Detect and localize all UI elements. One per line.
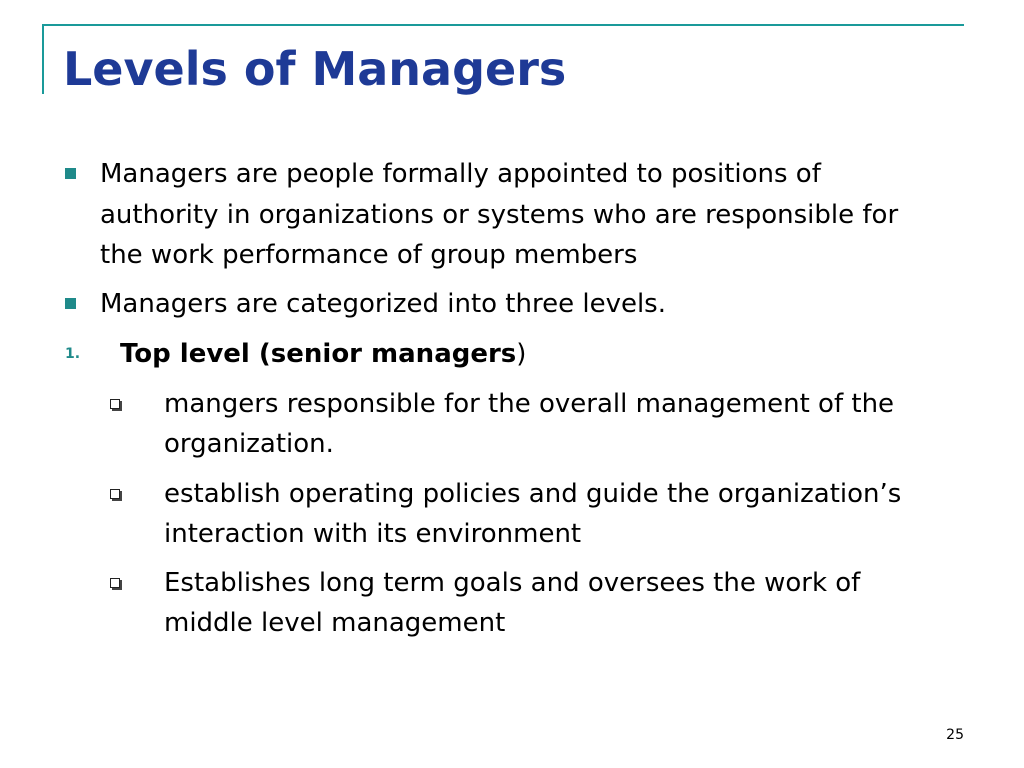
slide-frame-top-rule: [42, 24, 964, 26]
slide-title: Levels of Managers: [63, 42, 567, 96]
numbered-item-1-label: Top level (senior managers: [120, 339, 517, 369]
bullet-1-line-1: Managers are people formally appointed to positions of: [100, 159, 821, 189]
sub-bullet-3-line-2: middle level management: [164, 608, 506, 638]
sub-bullet-1-line-1: mangers responsible for the overall management of the: [164, 389, 895, 419]
bullet-1-line-3: the work performance of group members: [100, 240, 638, 270]
sub-bullet-1-line-2: organization.: [164, 429, 334, 459]
sub-bullet-2-line-1: establish operating policies and guide the organization’s: [164, 479, 902, 509]
sub-bullet-2-line-2: interaction with its environment: [164, 519, 582, 549]
square-bullet-icon: [65, 298, 76, 309]
bullet-1-line-2: authority in organizations or systems who are responsible for: [100, 200, 899, 230]
numbered-item-1: [120, 334, 526, 374]
page-number: 25: [946, 727, 964, 743]
hollow-square-bullet-icon: [110, 399, 120, 409]
sub-bullet-3-line-1: Establishes long term goals and oversees the work of: [164, 568, 861, 598]
square-bullet-icon: [65, 168, 76, 179]
hollow-square-bullet-icon: [110, 489, 120, 499]
bullet-2-line-1: Managers are categorized into three levels.: [100, 289, 666, 319]
slide-frame-left-rule: [42, 24, 44, 94]
numbered-item-1-label-end: ): [516, 339, 527, 369]
numbered-marker: 1.: [65, 346, 81, 362]
hollow-square-bullet-icon: [110, 578, 120, 588]
